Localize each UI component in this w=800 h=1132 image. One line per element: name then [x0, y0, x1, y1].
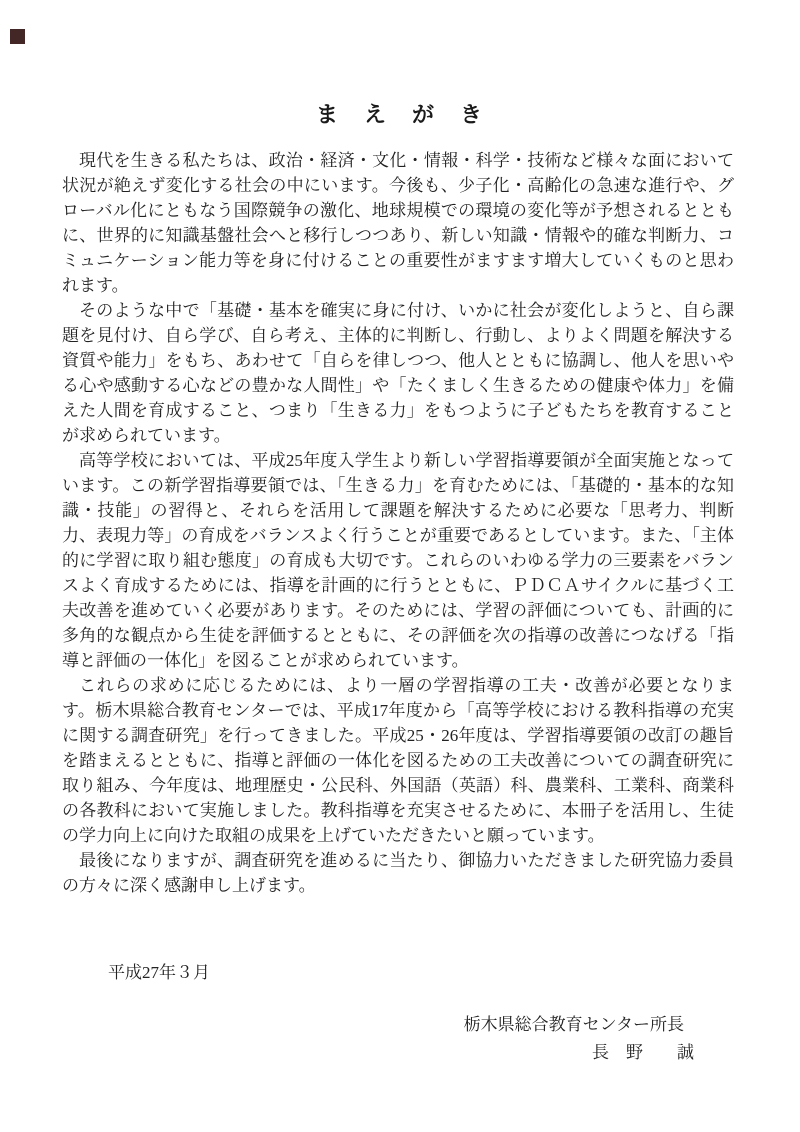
preface-body	[62, 148, 734, 1067]
date-line: 平成27年３月	[108, 963, 210, 982]
body-paragraph: そのような中で「基礎・基本を確実に身に付け、いかに社会が変化しようと、自ら課題を見付け、自ら学び、自ら考え、主体的に判断し、行動し、よりよく問題を解決する資質や能力」をもち、あわせて「自らを律しつつ、他人とともに協調し、他人を思いやる心や感動する心などの豊かな人間性」や「たくましく生きるための健康や体力」を備えた人間を育成すること、つまり「生きる力」をもつように子どもたちを教育することが求められています。	[62, 301, 734, 445]
page-title: ま え が き	[315, 102, 484, 127]
body-paragraph: 最後になりますが、調査研究を進めるに当たり、御協力いただきました研究協力委員の方々に深く感謝申し上げます。	[62, 851, 734, 895]
signature-name: 長 野 誠	[592, 1043, 694, 1062]
scan-ink-spot	[10, 29, 25, 44]
body-paragraph: 現代を生きる私たちは、政治・経済・文化・情報・科学・技術など様々な面において状況が絶えず変化する社会の中にいます。今後も、少子化・高齢化の急速な進行や、グローバル化にともなう国際競争の激化、地球規模での環境の変化等が予想されるとともに、世界的に知識基盤社会へと移行しつつあり、新しい知識・情報や的確な判断力、コミュニケーション能力等を身に付けることの重要性がますます増大していくものと思われます。	[62, 151, 734, 295]
body-paragraph: 高等学校においては、平成25年度入学生より新しい学習指導要領が全面実施となっています。この新学習指導要領では、「生きる力」を育むためには、「基礎的・基本的な知識・技能」の習得と、それらを活用して課題を解決するために必要な「思考力、判断力、表現力等」の育成をバランスよく行うことが重要であるとしています。また、「主体的に学習に取り組む態度」の育成も大切です。これらのいわゆる学力の三要素をバランスよく育成するためには、指導を計画的に行うとともに、ＰＤＣＡサイクルに基づく工夫改善を進めていく必要があります。そのためには、学習の評価についても、計画的に多角的な観点から生徒を評価するとともに、その評価を次の指導の改善につなげる「指導と評価の一体化」を図ることが求められています。	[62, 451, 734, 670]
body-paragraph: これらの求めに応じるためには、より一層の学習指導の工夫・改善が必要となります。栃木県総合教育センターでは、平成17年度から「高等学校における教科指導の充実に関する調査研究」を行ってきました。平成25・26年度は、学習指導要領の改訂の趣旨を踏まえるとともに、指導と評価の一体化を図るための工夫改善についての調査研究に取り組み、今年度は、地理歴史・公民科、外国語（英語）科、農業科、工業科、商業科の各教科において実施しました。教科指導を充実させるために、本冊子を活用し、生徒の学力向上に向けた取組の成果を上げていただきたいと願っています。	[62, 676, 734, 845]
signature-block	[62, 1011, 734, 1067]
signature-org-title: 栃木県総合教育センター所長	[463, 1015, 684, 1034]
